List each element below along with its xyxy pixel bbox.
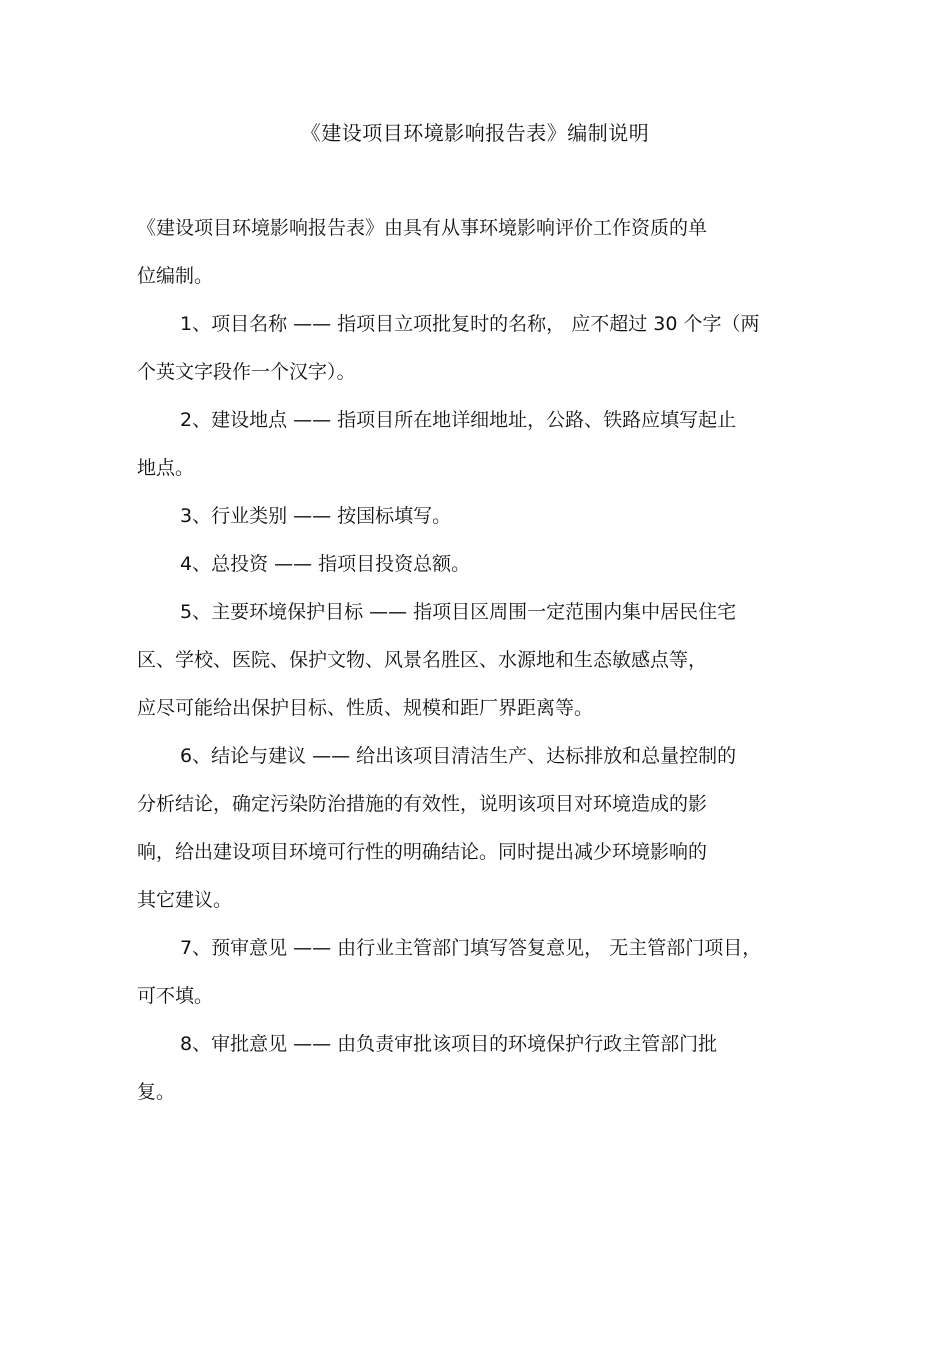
item-6-line: 分析结论，确定污染防治措施的有效性，说明该项目对环境造成的影 xyxy=(137,793,708,815)
item-5-line: 应尽可能给出保护目标、性质、规模和距厂界距离等。 xyxy=(137,697,594,719)
intro-line: 位编制。 xyxy=(137,265,214,287)
item-2-line: 地点。 xyxy=(137,457,195,479)
item-2-line: 2、建设地点 —— 指项目所在地详细地址，公路、铁路应填写起止 xyxy=(180,409,737,431)
item-5-line: 区、学校、医院、保护文物、风景名胜区、水源地和生态敏感点等， xyxy=(137,649,708,671)
item-1-line: 1、项目名称 —— 指项目立项批复时的名称， 应不超过 30 个字（两 xyxy=(180,313,760,335)
document-body xyxy=(137,214,827,1126)
item-7-line: 可不填。 xyxy=(137,985,214,1007)
page-title: 《建设项目环境影响报告表》编制说明 xyxy=(300,121,650,145)
item-6-line: 其它建议。 xyxy=(137,889,233,911)
item-5-line: 5、主要环境保护目标 —— 指项目区周围一定范围内集中居民住宅 xyxy=(180,601,737,623)
item-1-line: 个英文字段作一个汉字）。 xyxy=(137,361,356,383)
item-8-line: 复。 xyxy=(137,1081,176,1103)
intro-line: 《建设项目环境影响报告表》由具有从事环境影响评价工作资质的单 xyxy=(137,217,708,239)
item-6-line: 6、结论与建议 —— 给出该项目清洁生产、达标排放和总量控制的 xyxy=(180,745,737,767)
item-3-line: 3、行业类别 —— 按国标填写。 xyxy=(180,505,452,527)
item-4-line: 4、总投资 —— 指项目投资总额。 xyxy=(180,553,471,575)
item-7-line: 7、预审意见 —— 由行业主管部门填写答复意见， 无主管部门项目， xyxy=(180,937,762,959)
item-8-line: 8、审批意见 —— 由负责审批该项目的环境保护行政主管部门批 xyxy=(180,1033,718,1055)
item-6-line: 响，给出建设项目环境可行性的明确结论。同时提出减少环境影响的 xyxy=(137,841,708,863)
